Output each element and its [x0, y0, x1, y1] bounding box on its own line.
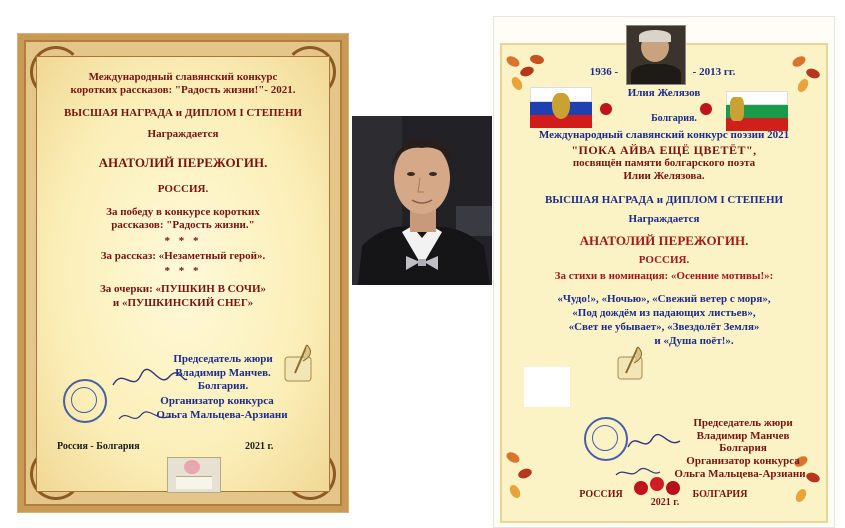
organizer-title: Организатор конкурса	[686, 455, 800, 467]
footer-country-left: РОССИЯ	[579, 489, 623, 500]
essays-text: и «ПУШКИНСКИЙ СНЕГ»	[112, 297, 254, 309]
poem-list: «Свет не убывает», «Звездолёт Земля»	[568, 321, 760, 333]
poet-country: Болгария.	[651, 113, 697, 124]
jury-title: Председатель жюри	[173, 353, 273, 365]
awarded-label: Награждается	[147, 128, 219, 140]
footer-year: 2021 г.	[650, 497, 680, 508]
diploma-text-area	[36, 56, 330, 492]
nomination: За стихи в номинация: «Осенние мотивы!»:	[554, 270, 774, 282]
author-portrait-photo	[352, 116, 492, 285]
stars-separator: * * *	[164, 265, 202, 277]
contest-title: Международный славянский конкурс поэзии 2021	[538, 129, 790, 141]
contest-header: коротких рассказов: "Радость жизни!"- 2021.	[70, 84, 296, 96]
death-year: - 2013 гг.	[692, 66, 736, 78]
stars-separator: * * *	[164, 235, 202, 247]
russia-flag-icon	[530, 87, 592, 127]
jury-country: Болгария	[719, 442, 767, 454]
contest-motto: "ПОКА АЙВА ЕЩЁ ЦВЕТЁТ",	[571, 143, 757, 157]
victory-text: рассказов: "Радость жизни."	[111, 219, 255, 231]
jury-title: Председатель жюри	[693, 417, 793, 429]
recipient-country: РОССИЯ.	[157, 183, 209, 195]
recipient-country: РОССИЯ.	[638, 254, 690, 266]
jury-country: Болгария.	[197, 380, 249, 392]
rose-book-illustration	[167, 457, 221, 493]
award-title: ВЫСШАЯ НАГРАДА и ДИПЛОМ I СТЕПЕНИ	[544, 194, 784, 206]
poem-list: и «Душа поёт!».	[654, 335, 734, 347]
organizer-name: Ольга Мальцева-Арзиани	[156, 409, 288, 421]
contest-header: Международный славянский конкурс	[88, 71, 278, 83]
right-diploma	[493, 16, 835, 528]
jury-name: Владимир Манчев	[696, 430, 790, 442]
organizer-title: Организатор конкурса	[160, 395, 274, 407]
stamp-seal	[584, 417, 628, 461]
left-diploma	[18, 34, 348, 512]
essays-text: За очерки: «ПУШКИН В СОЧИ»	[99, 283, 267, 295]
scroll-quill-icon	[614, 345, 648, 385]
recipient-name: АНАТОЛИЙ ПЕРЕЖОГИН.	[579, 233, 749, 248]
stamp-seal	[63, 379, 107, 423]
poet-photo	[626, 25, 686, 85]
victory-text: За победу в конкурсе коротких	[106, 206, 260, 218]
award-title: ВЫСШАЯ НАГРАДА и ДИПЛОМ I СТЕПЕНИ	[63, 107, 303, 119]
dedication: посвящён памяти болгарского поэта	[572, 157, 756, 169]
organizer-name: Ольга Мальцева-Арзиани	[674, 468, 806, 480]
footer-location: Россия - Болгария	[57, 441, 140, 452]
footer-year: 2021 г.	[245, 441, 274, 452]
jury-name: Владимир Манчев.	[175, 367, 271, 379]
poem-list: «Чудо!», «Ночью», «Свежий ветер с моря»,	[557, 293, 771, 305]
dedication: Илии Желязова.	[623, 170, 705, 182]
roses-decoration	[634, 477, 680, 495]
poet-name: Илия Желязов	[627, 87, 701, 99]
story-text: За рассказ: «Незаметный герой».	[100, 250, 266, 262]
birth-year: 1936 -	[589, 66, 619, 78]
poem-list: «Под дождём из падающих листьев»,	[572, 307, 756, 319]
footer-country-right: БОЛГАРИЯ	[692, 489, 748, 500]
awarded-label: Награждается	[628, 213, 700, 225]
recipient-name: АНАТОЛИЙ ПЕРЕЖОГИН.	[98, 155, 268, 170]
blank-patch	[524, 367, 570, 407]
